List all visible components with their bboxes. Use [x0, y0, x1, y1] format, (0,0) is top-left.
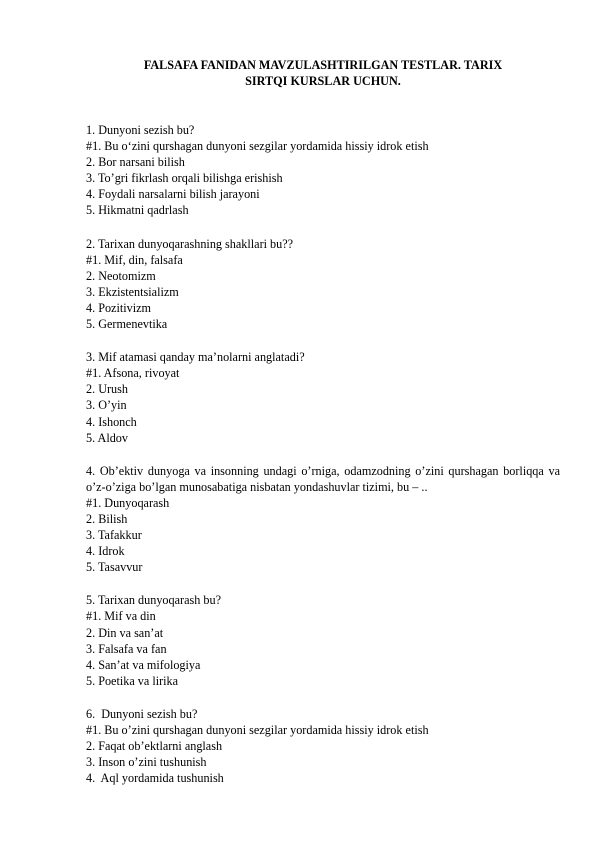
answer-option: 5. Tasavvur — [86, 560, 143, 575]
answer-option: 4. Ishonch — [86, 414, 137, 429]
answer-option: 3. Ekzistentsializm — [86, 284, 179, 299]
title-line-2: SIRTQI KURSLAR UCHUN. — [245, 74, 401, 88]
answer-option: 2. Bor narsani bilish — [86, 155, 185, 170]
answer-option: 3. Inson o’zini tushunish — [86, 755, 207, 770]
answer-option: 3. Falsafa va fan — [86, 641, 167, 656]
answer-option: 4. Foydali narsalarni bilish jarayoni — [86, 187, 260, 202]
question-block — [86, 349, 560, 446]
answer-option: 3. O’yin — [86, 398, 127, 413]
answer-option: 3. Tafakkur — [86, 528, 142, 543]
answer-option: 4. Pozitivizm — [86, 300, 151, 315]
question-text: 3. Mif atamasi qanday ma’nolarni anglatadi? — [86, 350, 305, 365]
question-block — [86, 236, 560, 333]
question-block — [86, 463, 560, 576]
answer-option: 4. San’at va mifologiya — [86, 657, 201, 672]
answer-option: 4. Idrok — [86, 544, 125, 559]
answer-option: #1. Mif, din, falsafa — [86, 252, 183, 267]
question-text: 1. Dunyoni sezish bu? — [86, 123, 195, 137]
answer-option: 5. Poetika va lirika — [86, 673, 179, 688]
answer-option: #1. Bu o‘zini qurshagan dunyoni sezgilar yordamida hissiy idrok etish — [86, 139, 429, 154]
title-line-1: FALSAFA FANIDAN MAVZULASHTIRILGAN TESTLAR. TARIX — [143, 58, 503, 72]
page-title — [86, 57, 560, 89]
answer-option: #1. Afsona, rivoyat — [86, 366, 180, 381]
answer-option: 2. Faqat ob’ektlarni anglash — [86, 739, 223, 754]
answer-option: 3. To’gri fikrlash orqali bilishga erishish — [86, 171, 283, 186]
question-text: 6. Dunyoni sezish bu? — [86, 706, 198, 721]
answer-option: 5. Aldov — [86, 430, 128, 445]
answer-option: #1. Bu o’zini qurshagan dunyoni sezgilar yordamida hissiy idrok etish — [86, 723, 429, 737]
answer-option: #1. Dunyoqarash — [86, 495, 170, 510]
question-text: 5. Tarixan dunyoqarash bu? — [86, 593, 221, 608]
answer-option: 5. Germenevtika — [86, 317, 168, 332]
question-text: 4. Ob’ektiv dunyoga va insonning undagi o’rniga, odamzodning o’zini qurshagan borliqqa va o’z-o’ziga bo’lgan munosabatiga nisbatan yondashuvlar tizimi, bu – .. — [86, 463, 560, 494]
answer-option: 2. Din va san’at — [86, 625, 164, 640]
answer-option: 4. Aql yordamida tushunish — [86, 771, 224, 786]
answer-option: 2. Urush — [86, 382, 128, 397]
answer-option: #1. Mif va din — [86, 609, 156, 624]
answer-option: 2. Neotomizm — [86, 268, 156, 283]
question-block — [86, 592, 560, 689]
question-text: 2. Tarixan dunyoqarashning shakllari bu?? — [86, 236, 294, 251]
question-block — [86, 122, 560, 219]
question-block — [86, 706, 560, 786]
question-list — [86, 122, 560, 803]
answer-option: 5. Hikmatni qadrlash — [86, 203, 189, 218]
answer-option: 2. Bilish — [86, 511, 128, 526]
